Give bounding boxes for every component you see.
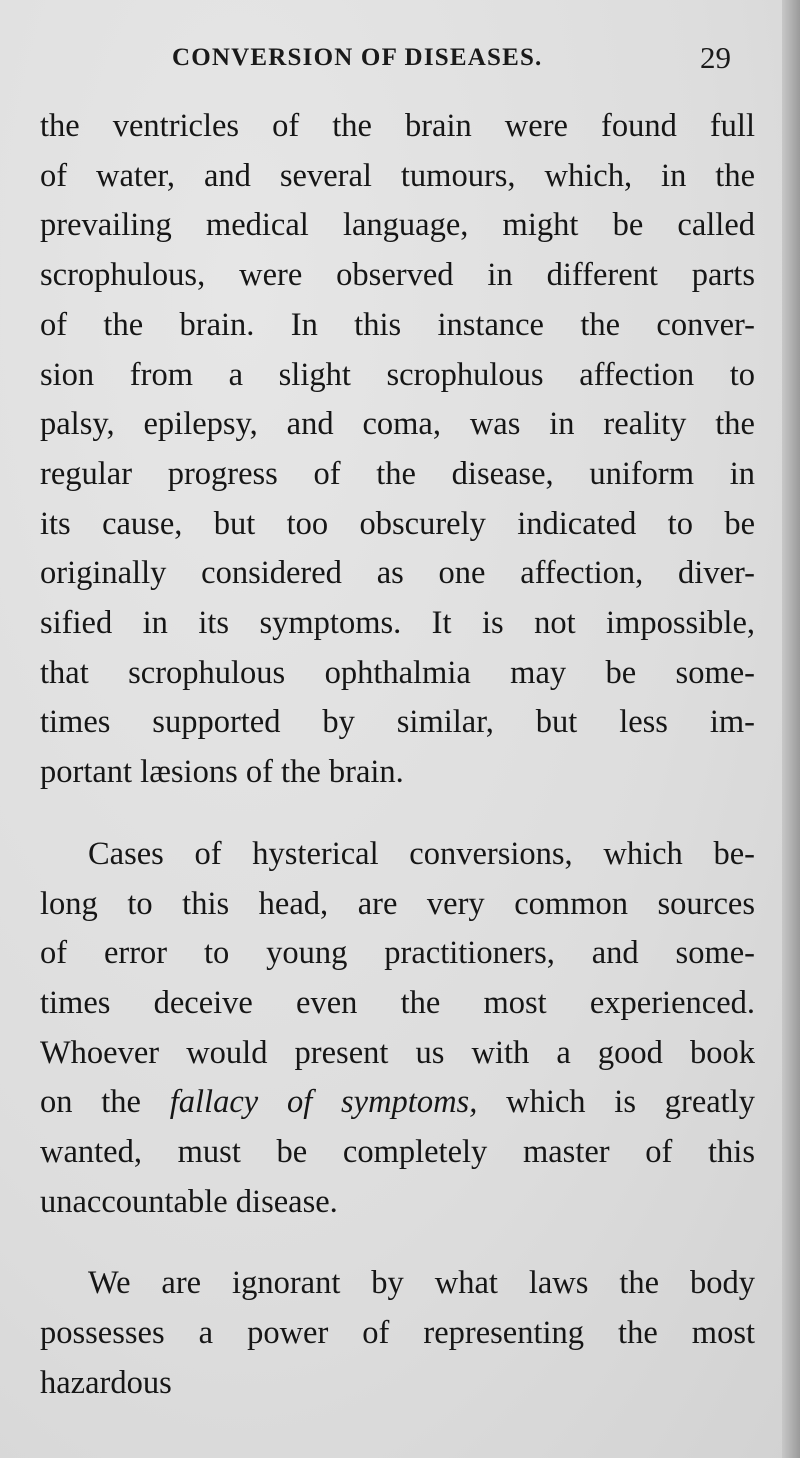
text-line: wanted, must be completely master of this (40, 1134, 755, 1171)
text-line: the ventricles of the brain were found full (40, 108, 755, 144)
paragraph-1 (40, 102, 755, 798)
text-line: Whoever would present us with a good book (40, 1034, 755, 1071)
text-line: sified in its symptoms. It is not impossible, (40, 605, 755, 642)
paragraph-3 (40, 1259, 755, 1408)
text-line-with-italic (40, 1078, 755, 1128)
body-text (40, 102, 755, 1409)
text-line: unaccountable disease. (40, 1183, 338, 1220)
paragraph-2 (40, 830, 755, 1228)
text-run: which is greatly (477, 1084, 755, 1121)
text-line: Cases of hysterical conversions, which be- (88, 835, 755, 872)
text-line: long to this head, are very common sources (40, 885, 755, 922)
italic-phrase: fallacy of symptoms, (169, 1084, 478, 1121)
text-line: palsy, epilepsy, and coma, was in reality the (40, 406, 755, 443)
page-number: 29 (700, 40, 731, 75)
catchword: hazardous (40, 1364, 172, 1401)
text-line: regular progress of the disease, uniform in (40, 455, 755, 492)
running-title: CONVERSION OF DISEASES. (172, 44, 543, 71)
text-line: of the brain. In this instance the conver- (40, 306, 755, 343)
text-run: on the (40, 1084, 170, 1121)
text-line: of water, and several tumours, which, in the (40, 157, 755, 194)
text-line: We are ignorant by what laws the body (88, 1265, 755, 1302)
page-header (0, 40, 780, 80)
text-line: that scrophulous ophthalmia may be some- (40, 654, 755, 691)
text-line: scrophulous, were observed in different parts (40, 257, 755, 294)
text-line: times supported by similar, but less im- (40, 704, 755, 741)
text-line: times deceive even the most experienced. (40, 984, 755, 1021)
text-line: originally considered as one affection, diver- (40, 555, 755, 592)
page-edge-shadow (782, 0, 800, 1458)
text-line: sion from a slight scrophulous affection to (40, 356, 755, 393)
text-line: prevailing medical language, might be called (40, 207, 755, 244)
text-line: possesses a power of representing the most (40, 1315, 755, 1352)
text-line: portant læsions of the brain. (40, 754, 404, 791)
text-line: of error to young practitioners, and some- (40, 935, 755, 972)
text-line: its cause, but too obscurely indicated to be (40, 505, 755, 542)
